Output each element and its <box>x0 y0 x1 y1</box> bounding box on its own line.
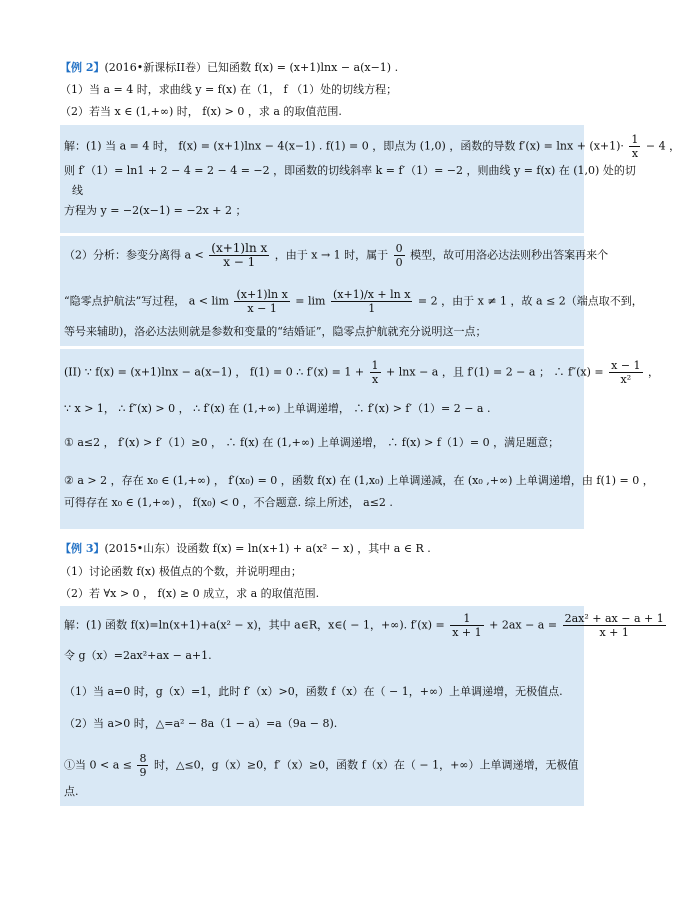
example-3-header: (2015•山东）设函数 f(x) = ln(x+1) + a(x² − x) ，其中 a ∈ R . <box>104 542 431 555</box>
solution-2-line-a <box>64 242 608 269</box>
ex3-solution-line-b: 令 g（x）=2ax²+ax − a+1. <box>64 649 212 662</box>
fraction-limit-2 <box>331 288 412 315</box>
fraction-derivative-combined <box>563 612 666 639</box>
solution-1-line-a-end: − 4 ， <box>645 139 680 153</box>
solution-1-line-b: 则 f′（1）= ln1 + 2 − 4 = 2 − 4 = −2 ，即函数的切线斜率 k = f′（1）= −2 ，则曲线 y = f(x) 在 (1,0) 处的切 <box>64 164 636 177</box>
ex3-solution-line-a-mid: + 2ax − a = <box>489 618 558 632</box>
fraction-numerator: 0 <box>395 242 403 255</box>
solution-box-part-1 <box>60 125 680 233</box>
fraction-1-over-x-plus-1 <box>450 612 483 639</box>
ex3-solution-line-a <box>64 612 668 639</box>
fraction-numerator: 2ax² + ax − a + 1 <box>564 612 664 625</box>
fraction-1-over-x <box>629 133 640 160</box>
fraction-8-over-9 <box>137 752 148 779</box>
ex3-solution-line-a-text: 解：(1) 函数 f(x)=ln(x+1)+a(x² − x)，其中 a∈R，x∈( − 1，+∞). f′(x) = <box>64 618 445 632</box>
fraction-denominator: x − 1 <box>223 255 256 269</box>
fraction-denominator: 9 <box>139 766 147 779</box>
example-3-question-2: （2）若 ∀x > 0 ， f(x) ≥ 0 成立，求 a 的取值范围. <box>60 587 320 600</box>
solution-3-line-a-end: ， <box>648 365 660 379</box>
fraction-numerator: (x+1)/x + ln x <box>332 288 411 301</box>
solution-box-example-3 <box>60 606 664 806</box>
ex3-solution-line-e-text: ①当 0 < a ≤ <box>64 758 132 772</box>
example-2-question-1: （1）当 a = 4 时，求曲线 y = f(x) 在（1， f （1）处的切线方程； <box>60 83 398 96</box>
solution-2-line-b-text: “隐零点护航法”写过程， a < lim <box>64 294 229 308</box>
solution-3-line-a <box>64 359 659 386</box>
solution-2-line-c: 等号来辅助)，洛必达法则就是参数和变量的“结婚证”，隐零点护航就充分说明这一点； <box>64 325 487 338</box>
ex3-solution-line-c: （1）当 a=0 时，g（x）=1，此时 f′（x）>0，函数 f（x）在（ − 1，+∞）上单调递增，无极值点. <box>64 685 563 698</box>
example-2-header-line <box>60 60 398 76</box>
solution-3-line-a-mid: + lnx − a ，且 f′(1) = 2 − a ； ∴ f″(x) = <box>386 365 604 379</box>
solution-3-line-a-text: (II) ∵ f(x) = (x+1)lnx − a(x−1) ， f(1) = 0 ∴ f′(x) = 1 + <box>64 365 365 379</box>
solution-3-line-c: ① a≤2 ， f′(x) > f′（1）≥0 ， ∴ f(x) 在 (1,+∞) 上单调递增， ∴ f(x) > f（1）= 0 ，满足题意； <box>64 436 560 449</box>
fraction-numerator: (x+1)ln x <box>236 288 288 301</box>
solution-1-line-a <box>64 133 680 160</box>
fraction-numerator: 8 <box>139 752 147 765</box>
fraction-denominator: x <box>631 147 639 160</box>
solution-1-line-d: 方程为 y = −2(x−1) = −2x + 2 ； <box>64 204 247 217</box>
solution-2-line-b-end: = 2 ，由于 x ≠ 1 ，故 a ≤ 2（端点取不到， <box>417 294 643 308</box>
solution-2-line-b <box>64 288 643 315</box>
ex3-solution-line-d: （2）当 a>0 时，△=a² − 8a（1 − a）=a（9a − 8). <box>64 717 338 730</box>
fraction-denominator: 1 <box>368 302 376 315</box>
fraction-second-derivative <box>609 359 642 386</box>
ex3-solution-line-e-end: 时，△≤0，g（x）≥0，f′（x）≥0，函数 f（x）在（ − 1，+∞）上单调递增，无极值 <box>153 758 579 772</box>
fraction-denominator: x + 1 <box>452 626 482 639</box>
solution-3-line-d: ② a > 2 ，存在 x₀ ∈ (1,+∞) ， f′(x₀) = 0 ，函数 f(x) 在 (1,x₀) 上单调递减，在 (x₀ ,+∞) 上单调递增，由 f(1) = 0 ， <box>64 474 654 487</box>
fraction-limit-1 <box>234 288 289 315</box>
example-3-question-1: （1）讨论函数 f(x) 极值点的个数，并说明理由； <box>60 565 302 578</box>
fraction-denominator: x − 1 <box>247 302 277 315</box>
fraction-numerator: 1 <box>371 359 379 372</box>
fraction-1-over-x <box>370 359 381 386</box>
solution-2-line-a-end: 模型，故可用洛必达法则秒出答案再来个 <box>410 248 609 262</box>
fraction-numerator: x − 1 <box>611 359 641 372</box>
ex3-solution-line-f: 点. <box>64 785 79 798</box>
solution-2-line-b-eq: = lim <box>295 294 326 308</box>
fraction-numerator: 1 <box>631 133 639 146</box>
solution-1-line-a-text: 解：(1) 当 a = 4 时， f(x) = (x+1)lnx − 4(x−1) . f(1) = 0 ，即点为 (1,0) ，函数的导数 f′(x) = lnx + (x+1)· <box>64 139 624 153</box>
example-2-header: (2016•新课标II卷）已知函数 f(x) = (x+1)lnx − a(x−1) . <box>104 61 399 74</box>
solution-3-line-e: 可得存在 x₀ ∈ (1,+∞) ， f(x₀) < 0 ，不合题意. 综上所述， a≤2 . <box>64 496 393 509</box>
fraction-numerator: (x+1)ln x <box>211 241 268 255</box>
solution-2-line-a-mid: ，由于 x → 1 时，属于 <box>274 248 389 262</box>
example-3-header-line <box>60 541 431 557</box>
example-2-label: 【例 2】 <box>60 61 105 74</box>
solution-2-line-a-text: （2）分析：参变分离得 a < <box>64 248 204 262</box>
fraction-limit-expression <box>209 242 269 269</box>
fraction-zero-over-zero <box>394 242 405 269</box>
fraction-denominator: x² <box>620 373 632 386</box>
ex3-solution-line-e <box>64 752 578 779</box>
example-3-label: 【例 3】 <box>60 542 105 555</box>
solution-1-line-c: 线 <box>72 184 83 197</box>
fraction-denominator: 0 <box>395 256 403 269</box>
fraction-numerator: 1 <box>450 612 483 626</box>
solution-box-part-3 <box>60 349 660 529</box>
fraction-denominator: x <box>371 373 379 386</box>
fraction-denominator: x + 1 <box>599 626 629 639</box>
solution-3-line-b: ∵ x > 1， ∴ f″(x) > 0 ， ∴ f′(x) 在 (1,+∞) 上单调递增， ∴ f′(x) > f′（1）= 2 − a . <box>64 402 491 415</box>
solution-box-part-2 <box>60 236 643 346</box>
example-2-question-2: （2）若当 x ∈ (1,+∞) 时， f(x) > 0 ，求 a 的取值范围. <box>60 105 342 118</box>
